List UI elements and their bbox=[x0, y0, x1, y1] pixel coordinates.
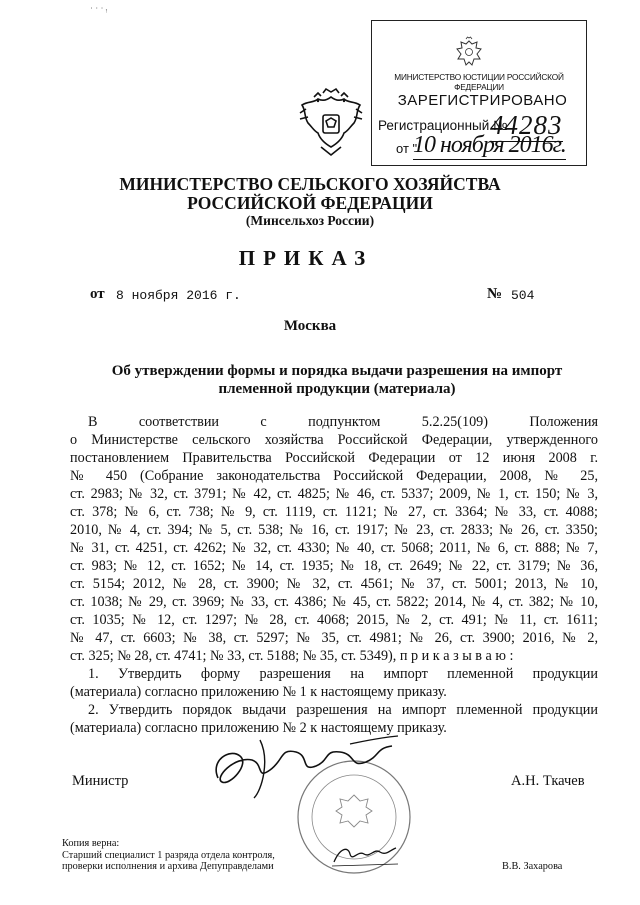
copy-certifier-name: В.В. Захарова bbox=[502, 861, 563, 872]
coat-of-arms-icon bbox=[296, 87, 366, 159]
ministry-short-name: (Минсельхоз России) bbox=[245, 213, 375, 228]
stamp-ministry: МИНИСТЕРСТВО ЮСТИЦИИ РОССИЙСКОЙ ФЕДЕРАЦИИ bbox=[394, 72, 564, 92]
stamp-date: 10 ноября 2016г. bbox=[413, 132, 566, 158]
city: Москва bbox=[283, 318, 337, 334]
body-line: № 450 (Собрание законодательства Российской Федерации, 2008, № 25, bbox=[70, 468, 598, 484]
document-type: ПРИКАЗ bbox=[238, 246, 374, 270]
signatory-title: Министр bbox=[72, 773, 129, 789]
body-line: 1. Утвердить форму разрешения на импорт племенной продукции bbox=[88, 666, 598, 682]
body-line: ст. 1038; № 29, ст. 3969; № 33, ст. 4386; № 45, ст. 5822; 2014, № 4, ст. 382; № 10, bbox=[70, 594, 598, 610]
body-line: 2010, № 4, ст. 394; № 5, ст. 538; № 16, ст. 1917; № 23, ст. 2833; № 26, ст. 3350; bbox=[70, 522, 598, 538]
order-number: 504 bbox=[511, 288, 535, 303]
order-subject: Об утверждении формы и порядка выдачи разрешения на импорт племенной продукции (материала) bbox=[111, 363, 563, 397]
stamp-status: ЗАРЕГИСТРИРОВАНО bbox=[397, 92, 568, 109]
body-line: ст. 378; № 6, ст. 738; № 9, ст. 1119, ст. 1121; № 27, ст. 3364; № 33, ст. 4088; bbox=[70, 504, 598, 520]
body-line: № 47, ст. 6603; № 38, ст. 5297; № 35, ст. 4981; № 26, ст. 3900; 2016, № 2, bbox=[70, 630, 598, 646]
body-line: (материала) согласно приложению № 1 к настоящему приказу. bbox=[70, 684, 447, 700]
stamp-number-label: Регистрационный № bbox=[378, 118, 508, 133]
order-date-label: от bbox=[90, 286, 105, 302]
copy-certifier-position: Старший специалист 1 разряда отдела контроля, bbox=[62, 850, 275, 861]
copy-certifier-department: проверки исполнения и архива Депуправделами bbox=[62, 861, 274, 872]
signatory-name: А.Н. Ткачев bbox=[511, 773, 585, 789]
body-line: ст. 2983; № 32, ст. 3791; № 42, ст. 4825; № 46, ст. 5337; 2009, № 1, ст. 150; № 3, bbox=[70, 486, 598, 502]
stamp-emblem-icon bbox=[452, 35, 486, 69]
body-line: В соответствии с подпунктом 5.2.25(109) Положения bbox=[88, 414, 598, 430]
scan-mark: ˙ ˙ ˙ ᵎ bbox=[90, 6, 108, 16]
body-line: (материала) согласно приложению № 2 к настоящему приказу. bbox=[70, 720, 447, 736]
body-line: ст. 1035; № 12, ст. 1297; № 28, ст. 4068; 2015, № 2, ст. 491; № 11, ст. 1611; bbox=[70, 612, 598, 628]
copy-signature-icon bbox=[330, 840, 400, 870]
body-line: ст. 325; № 28, ст. 4741; № 33, ст. 5188; № 35, ст. 5349), п р и к а з ы в а ю : bbox=[70, 648, 514, 664]
stamp-date-label: от " bbox=[396, 141, 418, 156]
body-line: ст. 983; № 12, ст. 1652; № 14, ст. 1935; № 18, ст. 2649; № 22, ст. 3179; № 36, bbox=[70, 558, 598, 574]
body-line: постановлением Правительства Российской Федерации от 12 июня 2008 г. bbox=[70, 450, 598, 466]
ministry-title-line2: РОССИЙСКОЙ ФЕДЕРАЦИИ bbox=[187, 193, 433, 213]
order-date: 8 ноября 2016 г. bbox=[116, 288, 241, 303]
body-line: 2. Утвердить порядок выдачи разрешения на импорт племенной продукции bbox=[88, 702, 598, 718]
stamp-number: 44283 bbox=[490, 110, 563, 140]
minister-signature-icon bbox=[200, 730, 410, 800]
ministry-title-line1: МИНИСТЕРСТВО СЕЛЬСКОГО ХОЗЯЙСТВА bbox=[119, 174, 501, 194]
body-line: о Министерстве сельского хозяйства Российской Федерации, утвержденного bbox=[70, 432, 598, 448]
order-number-label: № bbox=[487, 286, 503, 302]
copy-certified-label: Копия верна: bbox=[62, 838, 120, 849]
body-line: № 31, ст. 4251, ст. 4262; № 32, ст. 4330; № 40, ст. 5068; 2011, № 6, ст. 888; № 7, bbox=[70, 540, 598, 556]
body-line: ст. 5154; 2012, № 28, ст. 3900; № 32, ст. 4561; № 37, ст. 5001; 2013, № 10, bbox=[70, 576, 598, 592]
